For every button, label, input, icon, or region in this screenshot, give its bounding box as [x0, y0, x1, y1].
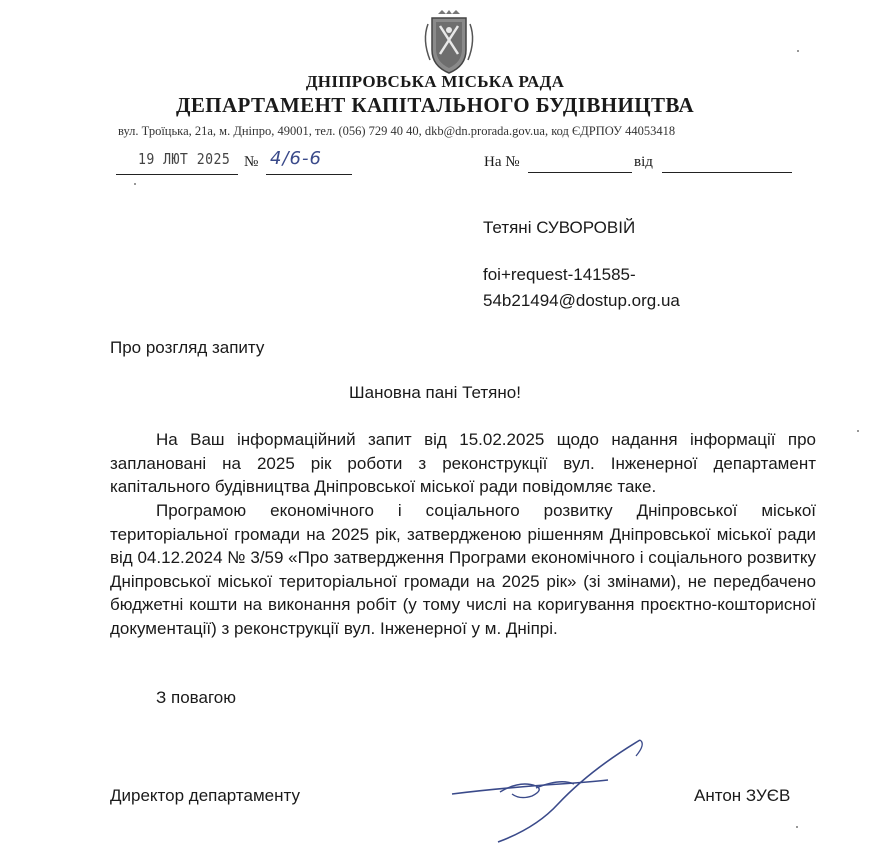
incoming-reference	[484, 148, 804, 178]
scan-speck	[134, 183, 136, 185]
org-name: ДНІПРОВСЬКА МІСЬКА РАДА	[305, 72, 565, 91]
scan-speck	[797, 50, 799, 52]
letter-subject: Про розгляд запиту	[110, 338, 265, 357]
org-address: вул. Троїцька, 21а, м. Дніпро, 49001, тел. (056) 729 40 40, dkb@dn.prorada.gov.ua, код ЄДРПОУ 44053418	[118, 124, 676, 138]
reply-number-underline	[528, 172, 632, 173]
scan-speck	[796, 826, 798, 828]
scan-speck	[857, 430, 859, 432]
recipient-email	[483, 262, 783, 314]
recipient-email-line1: foi+request-141585-	[483, 265, 636, 284]
outgoing-registration	[116, 148, 366, 178]
number-sign: №	[244, 154, 259, 170]
coat-of-arms-icon	[418, 10, 480, 76]
signer-title: Директор департаменту	[110, 786, 300, 805]
body-paragraph-2: Програмою економічного і соціального розвитку Дніпровської міської територіальної громади на 2025 рік, затвердженою рішенням Дніпровської міської ради від 04.12.2024 № 3/59 «Про затвердження Програми економічного і соціального розвитку Дніпровської міської територіальної громади на 2025 рік» (зі змінами), не передбачено бюджетні кошти на виконання робіт (у тому числі на коригування проєктно-кошторисної документації) з реконструкції вул. Інженерної у м. Дніпрі.	[110, 501, 816, 638]
number-underline	[266, 174, 352, 175]
closing: З повагою	[156, 688, 236, 707]
department-name: ДЕПАРТАМЕНТ КАПІТАЛЬНОГО БУДІВНИЦТВА	[175, 93, 695, 117]
recipient-email-line2: 54b21494@dostup.org.ua	[483, 291, 680, 310]
registration-number: 4/6-6	[270, 148, 322, 169]
reply-date-label: від	[634, 154, 653, 170]
salutation: Шановна пані Тетяно!	[349, 383, 521, 402]
body-paragraph-1: На Ваш інформаційний запит від 15.02.2025 щодо надання інформації про заплановані на 2025 рік роботи з реконструкції вул. Інженерної департамент капітального будівництва Дніпровської міської ради повідомляє таке.	[110, 430, 816, 496]
signer-name: Антон ЗУЄВ	[694, 786, 791, 805]
handwritten-signature-icon	[440, 730, 670, 850]
reply-number-label: На №	[484, 154, 520, 170]
date-underline	[116, 174, 238, 175]
reply-date-underline	[662, 172, 792, 173]
recipient-name: Тетяні СУВОРОВІЙ	[483, 218, 636, 237]
date-stamp: 19 ЛЮТ 2025	[138, 150, 231, 168]
